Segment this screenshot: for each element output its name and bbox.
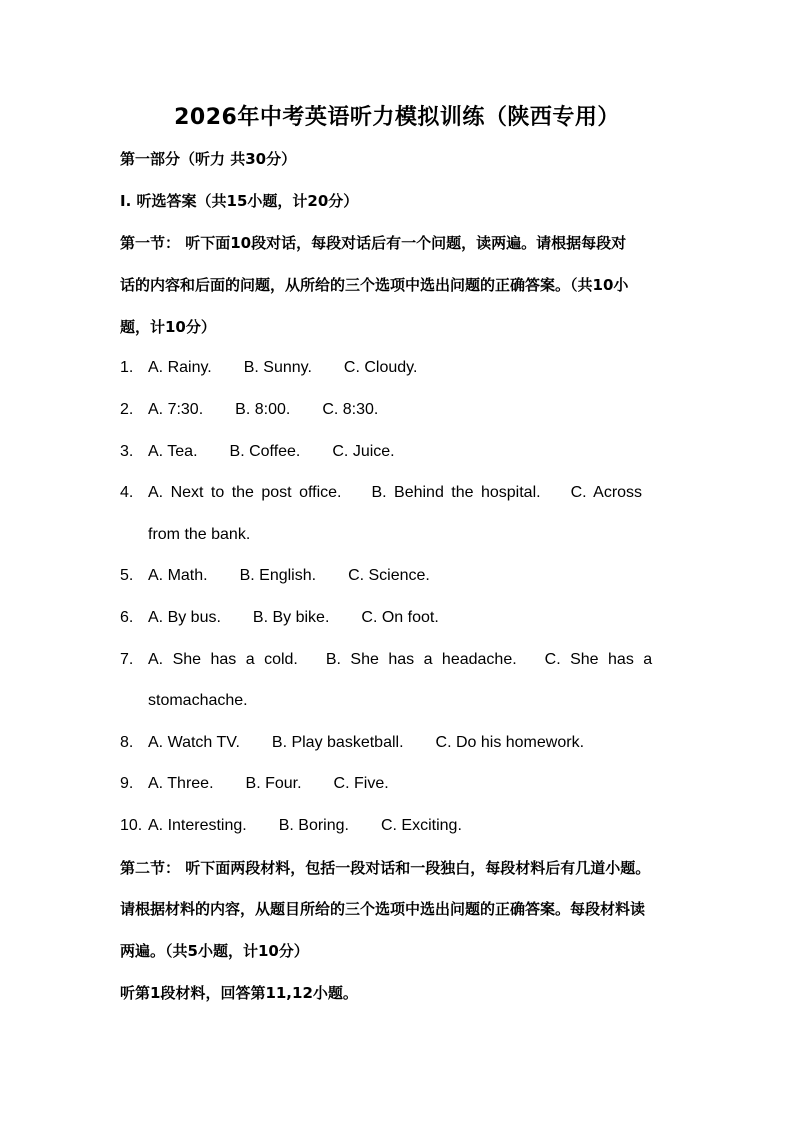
- question-7-continuation: stomachache.: [148, 692, 248, 709]
- listen-material-1-instruction: 听第1段材料，回答第11,12小题。: [120, 984, 358, 1002]
- option-a: A. Rainy.: [148, 359, 212, 376]
- option-b: B. Coffee.: [229, 443, 301, 460]
- question-number: 7.: [120, 651, 134, 668]
- option-c: C. Across: [570, 484, 643, 501]
- part-heading: 第一部分（听力 共30分）: [120, 150, 297, 168]
- section-i-heading: I. 听选答案（共15小题，计20分）: [120, 192, 359, 210]
- question-8: [120, 731, 676, 755]
- option-a: A. She has a cold.: [148, 651, 298, 668]
- option-a: A. Watch TV.: [148, 734, 240, 751]
- question-5: [120, 564, 676, 588]
- question-number: 6.: [120, 609, 134, 626]
- question-7: [120, 648, 676, 672]
- option-c: C. Five.: [333, 775, 389, 792]
- option-b: B. Play basketball.: [271, 734, 404, 751]
- question-number: 1.: [120, 359, 134, 376]
- option-c: C. Cloudy.: [343, 359, 418, 376]
- question-2: [120, 398, 676, 422]
- question-4: [120, 481, 676, 505]
- option-a: A. 7:30.: [148, 401, 204, 418]
- option-a: A. Interesting.: [148, 817, 247, 834]
- question-3: [120, 440, 676, 464]
- option-a: A. Three.: [148, 775, 214, 792]
- question-number: 5.: [120, 567, 134, 584]
- option-b: B. Four.: [245, 775, 302, 792]
- option-c: C. Science.: [348, 567, 430, 584]
- question-1: [120, 356, 676, 380]
- section-2-instructions-line-3: 两遍。（共5小题，计10分）: [120, 942, 309, 960]
- option-b: B. By bike.: [252, 609, 330, 626]
- question-number: 10.: [120, 817, 143, 834]
- section-1-instructions-line-2: 话的内容和后面的问题，从所给的三个选项中选出问题的正确答案。（共10小: [120, 276, 629, 294]
- question-number: 9.: [120, 775, 134, 792]
- option-a: A. Next to the post office.: [148, 484, 342, 501]
- option-b: B. Behind the hospital.: [371, 484, 541, 501]
- section-1-instructions-line-1: 第一节： 听下面10段对话，每段对话后有一个问题，读两遍。请根据每段对: [120, 234, 627, 252]
- option-b: B. She has a headache.: [325, 651, 517, 668]
- section-1-instructions-line-3: 题，计10分）: [120, 318, 216, 336]
- option-b: B. Boring.: [278, 817, 349, 834]
- section-2-instructions-line-2: 请根据材料的内容，从题目所给的三个选项中选出问题的正确答案。每段材料读: [120, 900, 646, 918]
- question-number: 4.: [120, 484, 134, 501]
- question-number: 8.: [120, 734, 134, 751]
- option-c: C. Do his homework.: [435, 734, 585, 751]
- question-number: 2.: [120, 401, 134, 418]
- option-c: C. Exciting.: [380, 817, 462, 834]
- question-9: [120, 772, 676, 796]
- option-a: A. Math.: [148, 567, 208, 584]
- question-6: [120, 606, 676, 630]
- option-a: A. By bus.: [148, 609, 221, 626]
- option-a: A. Tea.: [148, 443, 198, 460]
- option-c: C. Juice.: [332, 443, 395, 460]
- question-number: 3.: [120, 443, 134, 460]
- option-c: C. On foot.: [361, 609, 439, 626]
- option-c: C. She has a: [544, 651, 653, 668]
- question-10: [120, 814, 676, 838]
- section-2-instructions-line-1: 第二节： 听下面两段材料，包括一段对话和一段独白，每段材料后有几道小题。: [120, 859, 651, 877]
- option-b: B. English.: [239, 567, 317, 584]
- page-title: 2026年中考英语听力模拟训练（陕西专用）: [174, 105, 620, 130]
- option-b: B. Sunny.: [243, 359, 312, 376]
- question-4-continuation: from the bank.: [148, 526, 251, 543]
- option-b: B. 8:00.: [235, 401, 291, 418]
- option-c: C. 8:30.: [322, 401, 379, 418]
